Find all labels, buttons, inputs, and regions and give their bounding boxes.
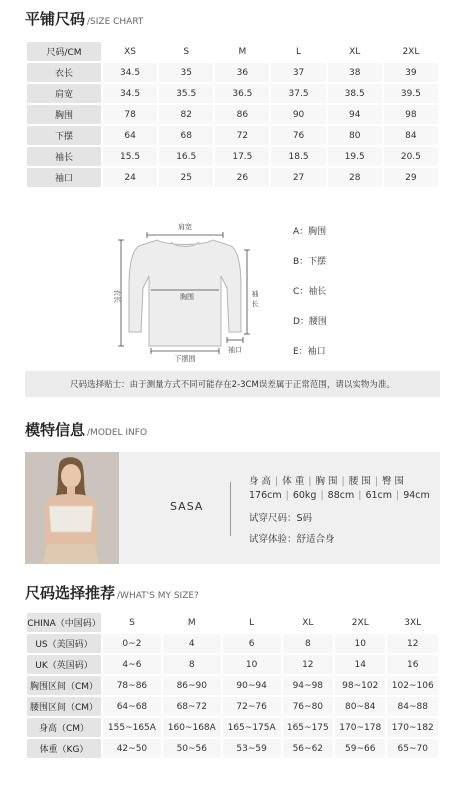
measure-label: 胸 围 [315,476,338,487]
recommend-title-cn: 尺码选择推荐 [25,584,116,602]
size-chart-header-cell: S [159,42,213,61]
table-cell: 37 [271,63,325,82]
table-cell: 39 [384,63,438,82]
table-row [27,634,438,653]
garment-measurement-diagram [95,218,275,368]
table-cell: 170~182 [387,718,438,737]
model-measure-values: 176cm | 60kg | 88cm | 61cm | 94cm [249,490,430,501]
row-label: 胸围区间（CM） [27,676,101,695]
size-chart-title-cn: 平铺尺码 [25,10,86,28]
size-chart-header-row [27,42,438,61]
size-chart-title-en: /SIZE CHART [87,17,144,27]
table-cell: 50~56 [163,739,221,758]
row-label: US（美国码） [27,634,101,653]
table-cell: 155~165A [103,718,161,737]
measure-value: 88cm [327,490,355,501]
row-label: 肩宽 [27,84,101,103]
table-cell: 12 [283,655,333,674]
table-cell: 72 [215,126,269,145]
table-row [27,147,438,166]
row-label: 袖长 [27,147,101,166]
length-label: 衣长 [113,289,121,303]
measure-label: 身 高 [249,476,272,487]
table-cell: 82 [159,105,213,124]
size-chart-header-cell: 2XL [384,42,438,61]
table-cell: 170~178 [335,718,385,737]
measure-value: 176cm [249,490,282,501]
sleeve-label-2: 长 [251,300,259,308]
table-cell: 165~175 [283,718,333,737]
table-row [27,718,438,737]
model-info-title [25,419,147,440]
table-cell: 15.5 [103,147,157,166]
table-cell: 0~2 [103,634,161,653]
table-cell: 17.5 [215,147,269,166]
table-row [27,84,438,103]
legend-item: B：下摆 [293,257,327,267]
size-chart-header-cell: L [271,42,325,61]
sleeve-measure-line [244,250,250,334]
recommend-header-cell: CHINA（中国码） [27,613,101,632]
legend-item: C：袖长 [293,287,327,297]
table-cell: 34.5 [103,84,157,103]
size-chart-header-cell: XL [328,42,382,61]
model-info-title-en: /MODEL INFO [87,428,148,438]
measure-value: 60kg [292,490,317,501]
table-cell: 86~90 [163,676,221,695]
table-cell: 84 [384,126,438,145]
cuff-label: 袖口 [228,346,242,354]
try-feel-text: 试穿体验：舒适合身 [249,534,335,545]
recommend-title [25,582,199,603]
table-row [27,126,438,145]
divider [230,482,231,536]
table-cell: 18.5 [271,147,325,166]
measure-label: 腰 围 [348,476,371,487]
table-row [27,63,438,82]
table-cell: 84~88 [387,697,438,716]
table-cell: 94 [328,105,382,124]
table-cell: 35 [159,63,213,82]
measure-value: 61cm [365,490,393,501]
cuff-measure-line [227,337,243,343]
table-cell: 98~102 [335,676,385,695]
table-cell: 90~94 [223,676,281,695]
table-cell: 34.5 [103,63,157,82]
table-cell: 29 [384,168,438,187]
shoulder-label: 肩宽 [178,223,192,231]
row-label: 下摆 [27,126,101,145]
recommend-header-row [27,613,438,632]
model-info-title-cn: 模特信息 [25,421,86,439]
table-cell: 38.5 [328,84,382,103]
size-chart-header-cell: 尺码/CM [27,42,101,61]
table-cell: 14 [335,655,385,674]
table-cell: 28 [328,168,382,187]
table-cell: 56~62 [283,739,333,758]
table-cell: 53~59 [223,739,281,758]
row-label: 胸围 [27,105,101,124]
size-chart-header-cell: XS [103,42,157,61]
table-cell: 35.5 [159,84,213,103]
recommend-table [25,611,440,760]
row-label: UK（英国码） [27,655,101,674]
table-cell: 16.5 [159,147,213,166]
table-cell: 10 [335,634,385,653]
model-measure-labels: 身 高 | 体 重 | 胸 围 | 腰 围 | 臀 围 [249,476,404,487]
row-label: 袖口 [27,168,101,187]
table-cell: 78~86 [103,676,161,695]
table-cell: 68~72 [163,697,221,716]
table-cell: 94~98 [283,676,333,695]
size-chart-header-cell: M [215,42,269,61]
chest-label: 胸围 [180,293,194,301]
size-chart-table [25,40,440,189]
table-cell: 8 [163,655,221,674]
table-cell: 65~70 [387,739,438,758]
legend-item: E：袖口 [293,347,326,357]
row-label: 身高（CM） [27,718,101,737]
measure-value: 94cm [403,490,430,501]
table-cell: 165~175A [223,718,281,737]
table-cell: 38 [328,63,382,82]
table-cell: 72~76 [223,697,281,716]
recommend-header-cell: XL [283,613,333,632]
recommend-header-cell: 2XL [335,613,385,632]
table-row [27,655,438,674]
legend-item: A：胸围 [293,227,327,237]
measurement-legend [293,224,327,374]
table-cell: 12 [387,634,438,653]
shoulder-measure-line [147,232,223,238]
model-photo-illustration [25,452,119,564]
table-cell: 4~6 [103,655,161,674]
table-cell: 98 [384,105,438,124]
table-cell: 10 [223,655,281,674]
hem-label: 下摆围 [174,355,196,363]
table-cell: 16 [387,655,438,674]
model-name: SASA [170,500,204,513]
recommend-header-cell: S [103,613,161,632]
model-info-card [25,452,440,564]
table-cell: 76 [271,126,325,145]
measure-label: 臀 围 [381,476,404,487]
table-cell: 80~84 [335,697,385,716]
recommend-title-en: /WHAT'S MY SIZE? [117,591,199,601]
table-cell: 4 [163,634,221,653]
table-cell: 64~68 [103,697,161,716]
table-cell: 64 [103,126,157,145]
legend-item: D：腰围 [293,317,327,327]
table-cell: 19.5 [328,147,382,166]
size-chart-title [25,8,143,29]
hem-measure-line [151,348,219,354]
table-cell: 102~106 [387,676,438,695]
table-cell: 90 [271,105,325,124]
table-row [27,697,438,716]
table-cell: 24 [103,168,157,187]
recommend-header-cell: M [163,613,221,632]
table-cell: 68 [159,126,213,145]
row-label: 体重（KG） [27,739,101,758]
row-label: 衣长 [27,63,101,82]
recommend-header-cell: L [223,613,281,632]
table-cell: 78 [103,105,157,124]
recommend-header-cell: 3XL [387,613,438,632]
size-tip-notice: 尺码选择贴士：由于测量方式不同可能存在2-3CM误差属于正常范围，请以实物为准。 [25,371,440,397]
table-cell: 42~50 [103,739,161,758]
model-photo [25,452,119,564]
table-row [27,168,438,187]
table-cell: 36 [215,63,269,82]
table-cell: 59~66 [335,739,385,758]
table-cell: 26 [215,168,269,187]
row-label: 腰围区间（CM） [27,697,101,716]
table-cell: 37.5 [271,84,325,103]
table-cell: 6 [223,634,281,653]
table-cell: 20.5 [384,147,438,166]
table-row [27,105,438,124]
table-row [27,676,438,695]
try-size-text: 试穿尺码：S码 [249,513,313,524]
measure-label: 体 重 [282,476,305,487]
table-cell: 80 [328,126,382,145]
table-cell: 86 [215,105,269,124]
table-cell: 39.5 [384,84,438,103]
table-cell: 76~80 [283,697,333,716]
table-row [27,739,438,758]
table-cell: 27 [271,168,325,187]
table-cell: 8 [283,634,333,653]
table-cell: 160~168A [163,718,221,737]
table-cell: 36.5 [215,84,269,103]
table-cell: 25 [159,168,213,187]
sleeve-label-1: 袖 [251,290,259,298]
